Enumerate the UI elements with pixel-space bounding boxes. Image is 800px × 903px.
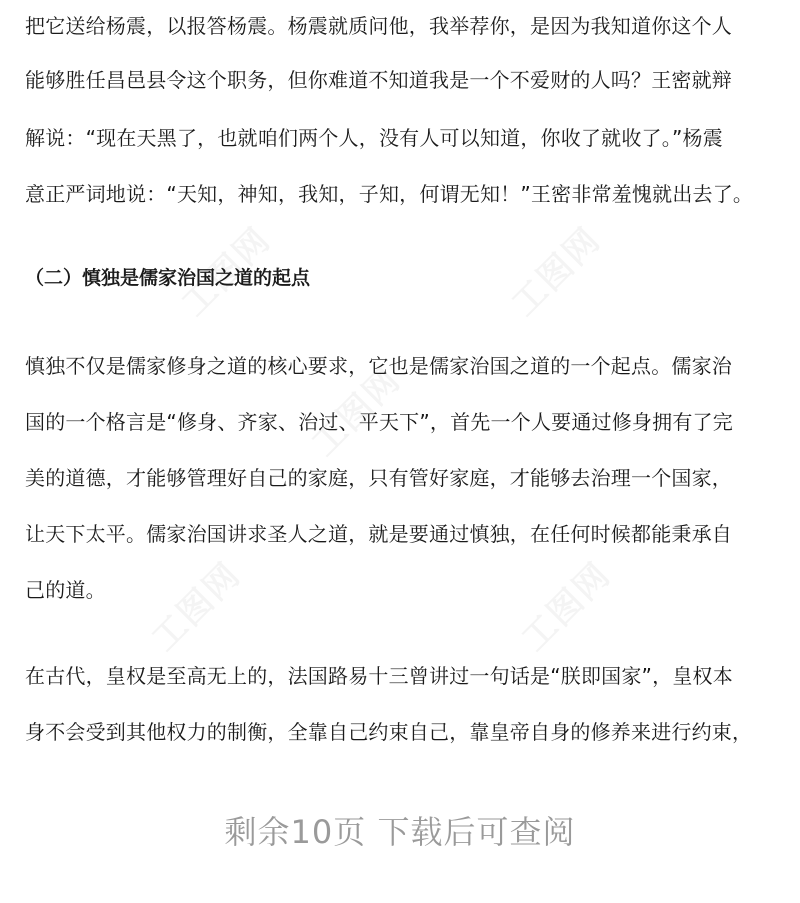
download-prompt[interactable]: 剩余10页 下载后可查阅	[224, 813, 576, 851]
download-prompt-bar[interactable]	[0, 790, 800, 870]
paragraph1-line: 把它送给杨震，以报答杨震。杨震就质问他，我举荐你，是因为我知道你这个人	[25, 14, 732, 38]
paragraph2-line: 慎独不仅是儒家修身之道的核心要求，它也是儒家治国之道的一个起点。儒家治	[25, 354, 732, 378]
paragraph2-line: 美的道德，才能够管理好自己的家庭，只有管好家庭，才能够去治理一个国家，	[25, 466, 732, 490]
paragraph3-line: 身不会受到其他权力的制衡，全靠自己约束自己，靠皇帝自身的修养来进行约束，	[25, 720, 753, 744]
paragraph3-line: 在古代，皇权是至高无上的，法国路易十三曾讲过一句话是“朕即国家”，皇权本	[25, 664, 733, 688]
watermark	[138, 549, 249, 660]
paragraph2-line: 己的道。	[25, 578, 106, 602]
paragraph1-line: 意正严词地说：“天知，神知，我知，子知，何谓无知！”王密非常羞愧就出去了。	[25, 182, 754, 206]
watermark	[508, 549, 619, 660]
paragraph2-line: 让天下太平。儒家治国讲求圣人之道，就是要通过慎独，在任何时候都能秉承自	[25, 522, 732, 546]
paragraph1-line: 解说：“现在天黑了，也就咱们两个人，没有人可以知道，你收了就收了。”杨震	[25, 126, 723, 150]
section-heading: （二）慎独是儒家治国之道的起点	[25, 267, 311, 289]
watermark	[498, 214, 609, 325]
paragraph2-line: 国的一个格言是“修身、齐家、治过、平天下”，首先一个人要通过修身拥有了完	[25, 410, 733, 434]
paragraph1-line: 能够胜任昌邑县令这个职务，但你难道不知道我是一个不爱财的人吗？王密就辩	[25, 68, 732, 92]
